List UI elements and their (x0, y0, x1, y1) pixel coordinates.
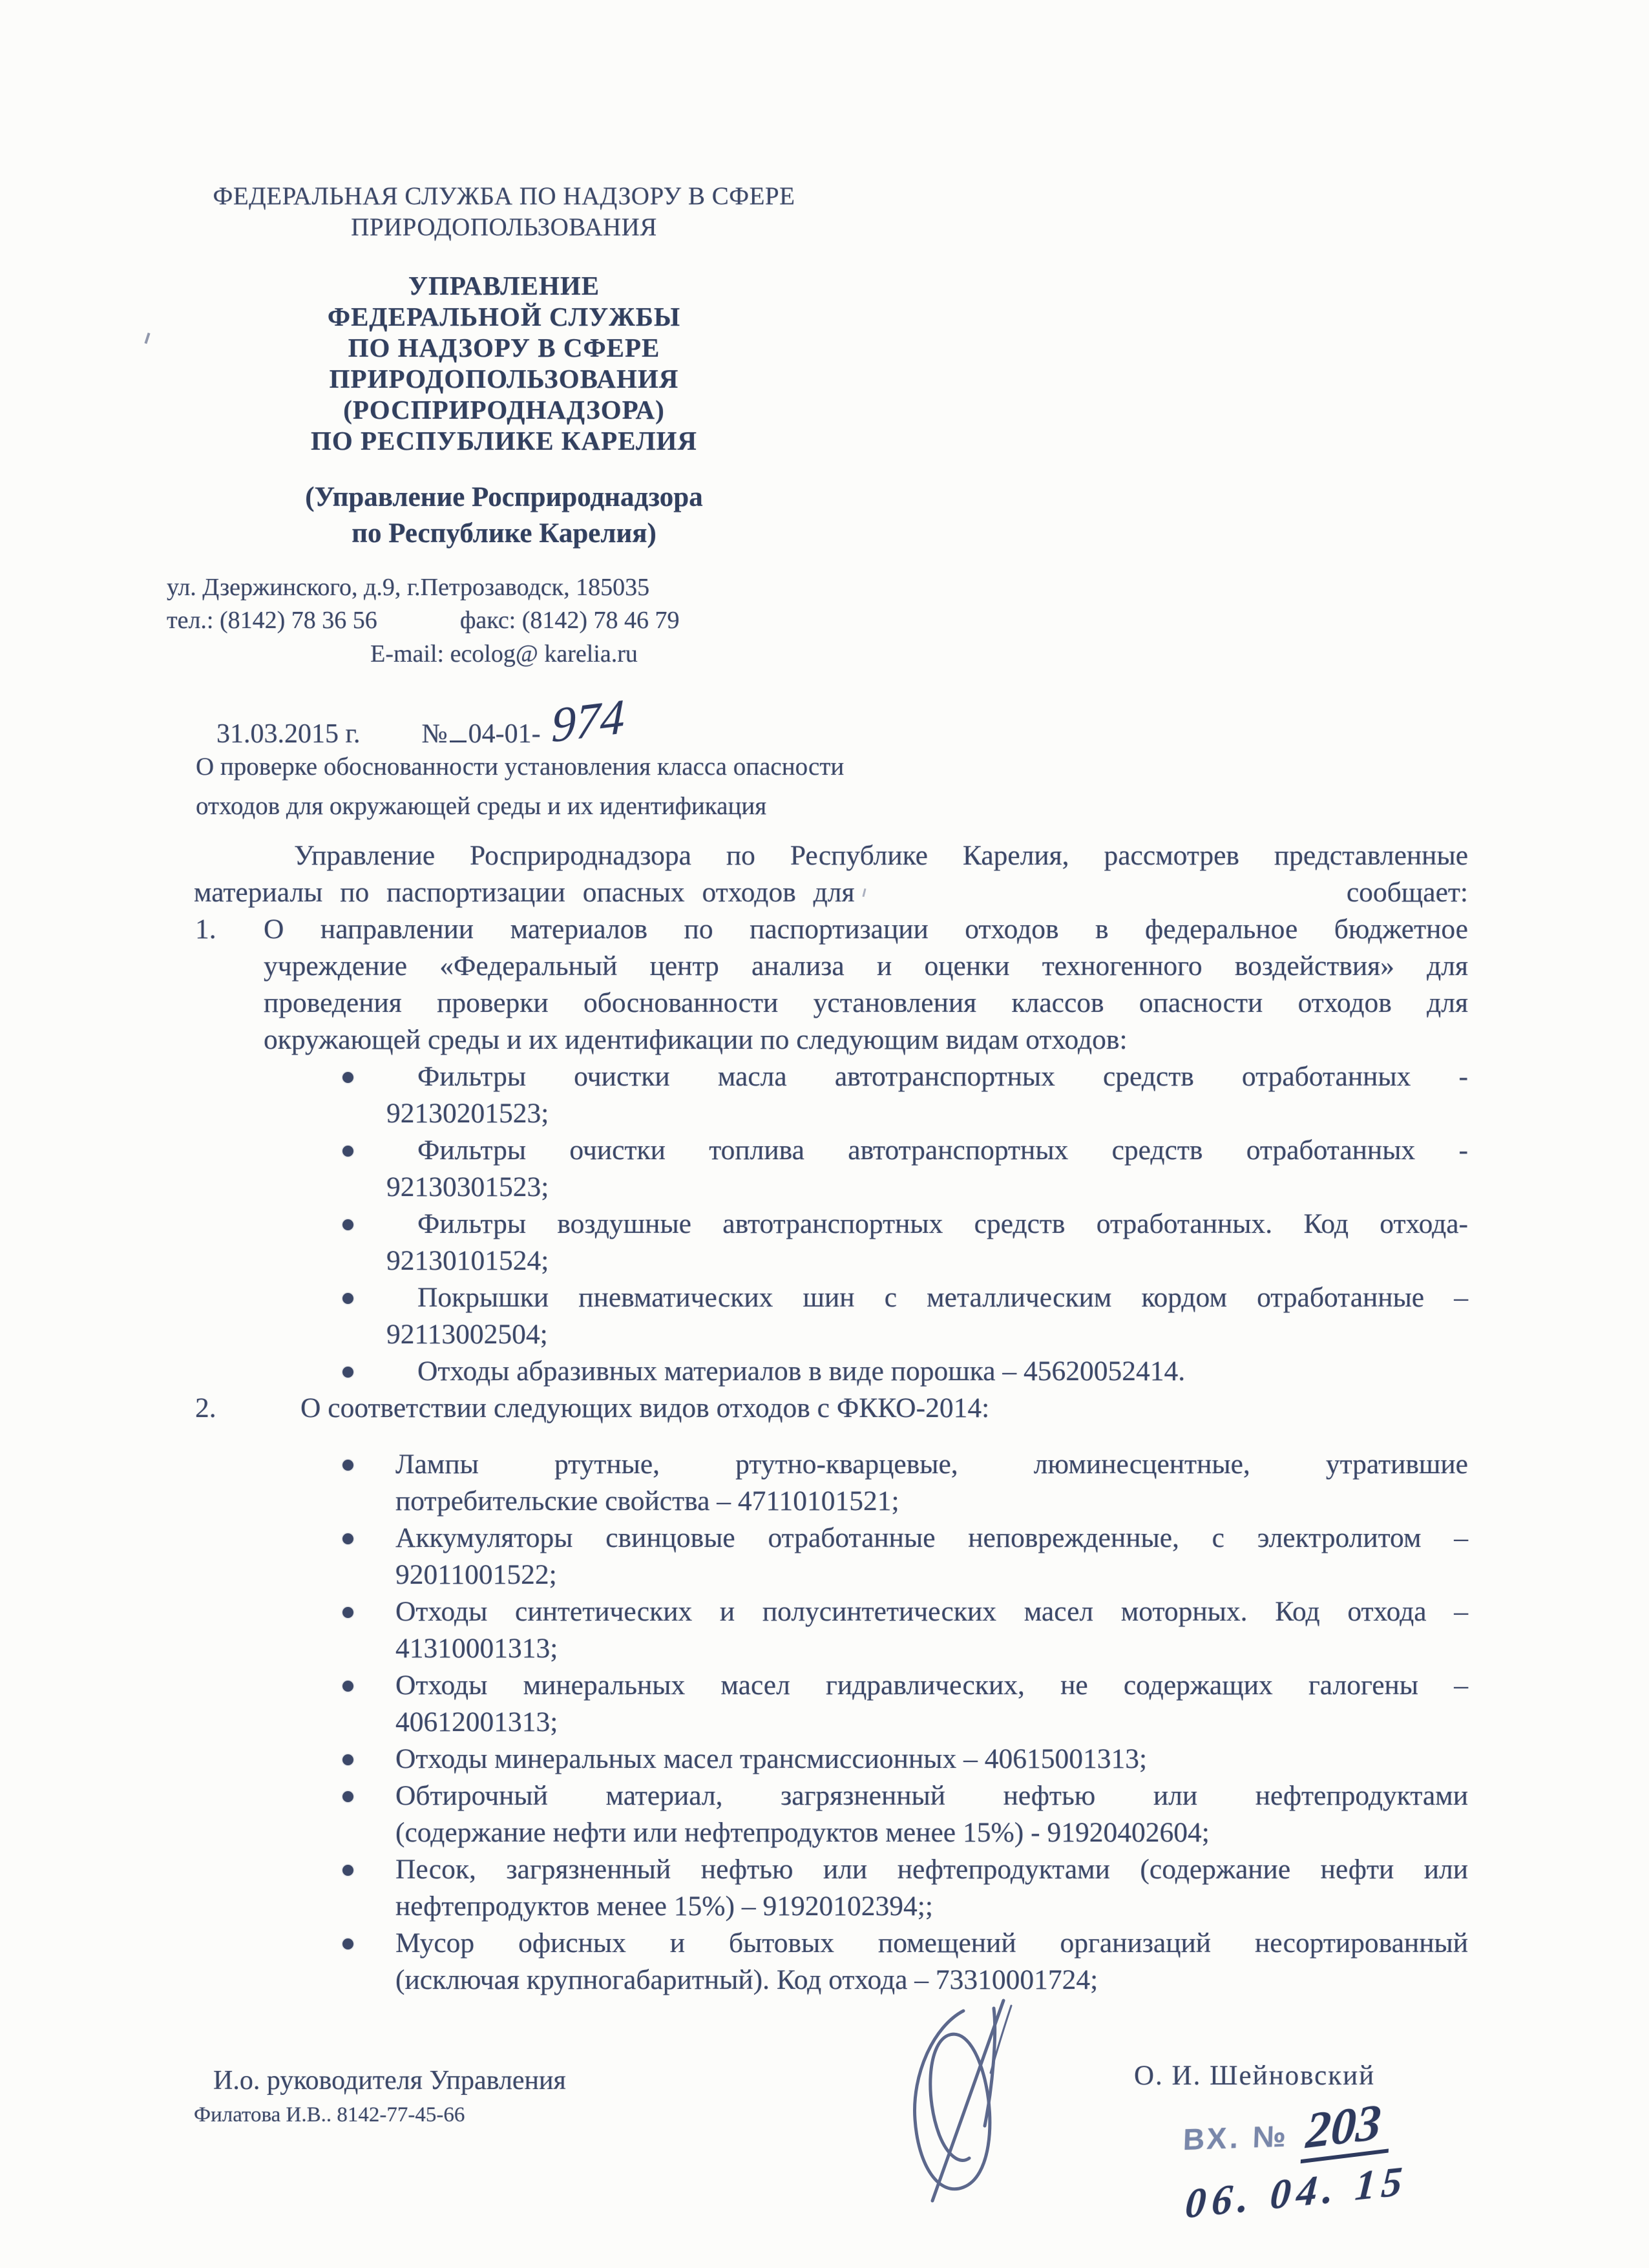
department-name-block (160, 270, 848, 456)
list-item-continuation: (содержание нефти или нефтепродуктов менее 15%) - 91920402604; (395, 1817, 1210, 1848)
email-address: E-mail: ecolog@ karelia.ru (370, 640, 638, 667)
list-item (194, 1058, 1468, 1095)
waste-code: 40612001313; (395, 1706, 558, 1738)
incoming-registration-stamp (1182, 2092, 1410, 2227)
item-1-line: проведения проверки обоснованности установления классов опасности отходов для (264, 987, 1468, 1018)
list-item-text: Отходы синтетических и полусинтетических масел моторных. Код отхода – (395, 1596, 1468, 1627)
number-sign: № (421, 719, 448, 749)
item-1-bullet-list (194, 1058, 1468, 1390)
subject-line: О проверке обоснованности установления класса опасности (196, 753, 845, 781)
handwritten-signature (837, 1995, 1031, 2212)
waste-code: 92130301523; (386, 1171, 549, 1202)
signer-name: О. И. Шейновский (1134, 2061, 1376, 2091)
list-item-text: Фильтры очистки масла автотранспортных средств отработанных - (417, 1061, 1468, 1092)
item-2-bullet-list (194, 1446, 1468, 1999)
handwritten-incoming-date: 06. 04. 15 (1184, 2157, 1410, 2227)
bullet-icon (342, 1865, 353, 1876)
bullet-icon (342, 1460, 353, 1471)
intro-line: Управление Росприроднадзора по Республике Карелия, рассмотрев представленные (294, 840, 1468, 871)
stamp-label: ВХ. № (1182, 2119, 1290, 2157)
list-item-text: Аккумуляторы свинцовые отработанные неповрежденные, с электролитом – (395, 1522, 1468, 1553)
waste-code: 92113002504; (386, 1319, 548, 1350)
phone-fax-row (160, 604, 848, 637)
bullet-icon (342, 1367, 353, 1378)
bullet-icon (342, 1146, 353, 1157)
item-2-number: 2. (195, 1392, 216, 1423)
department-line: ПО НАДЗОРУ В СФЕРЕ (348, 333, 660, 362)
signer-position: И.о. руководителя Управления (213, 2066, 566, 2095)
reference-row (216, 689, 625, 753)
list-item (194, 1925, 1468, 1962)
number-prefix: 04-01- (468, 719, 541, 749)
intro-line (194, 874, 1468, 911)
waste-code: 92130101524; (386, 1245, 549, 1276)
letterhead (160, 181, 848, 671)
signature-scribble (837, 1995, 1031, 2209)
fax-number: факс: (8142) 78 46 79 (459, 607, 680, 634)
letter-date: 31.03.2015 г. (216, 719, 361, 749)
bullet-icon (342, 1681, 353, 1692)
list-item-continuation: нефтепродуктов менее 15%) – 91920102394;; (395, 1891, 933, 1922)
bullet-icon (342, 1219, 353, 1230)
phone-number: тел.: (8142) 78 36 56 (167, 607, 377, 634)
list-item-text: Песок, загрязненный нефтью или нефтепродуктами (содержание нефти или (395, 1854, 1468, 1885)
list-item-text: Покрышки пневматических шин с металлическим кордом отработанные – (417, 1282, 1468, 1313)
subject-block (196, 747, 844, 826)
list-item-text: Отходы минеральных масел трансмиссионных – 40615001313; (395, 1743, 1148, 1774)
handwritten-incoming-number: 203 (1301, 2097, 1391, 2163)
list-item-text: Отходы минеральных масел гидравлических, не содержащих галогены – (395, 1670, 1468, 1701)
item-1-line: окружающей среды и их идентификации по следующим видам отходов: (264, 1024, 1128, 1055)
list-item (194, 1520, 1468, 1557)
intro-line-left: материалы по паспортизации опасных отходов для (194, 877, 855, 908)
waste-code: 92011001522; (395, 1559, 557, 1590)
short-name-line: по Республике Карелия) (352, 518, 656, 549)
department-line: ПО РЕСПУБЛИКЕ КАРЕЛИЯ (310, 426, 698, 456)
item-1-line: учреждение «Федеральный центр анализа и оценки техногенного воздействия» для (264, 950, 1468, 982)
list-item (194, 1667, 1468, 1704)
list-item-text: Фильтры воздушные автотранспортных средств отработанных. Код отхода- (417, 1208, 1468, 1239)
short-name-line: (Управление Росприроднадзора (305, 482, 703, 512)
list-item (194, 1446, 1468, 1483)
item-1-line: О направлении материалов по паспортизации отходов в федеральное бюджетное (264, 914, 1468, 945)
list-item (194, 1778, 1468, 1814)
subject-line: отходов для окружающей среды и их идентификация (196, 792, 767, 820)
item-1-paragraph (194, 911, 1468, 1058)
underscore-blank (450, 719, 467, 742)
waste-code: 41310001313; (395, 1633, 558, 1664)
list-item (194, 1206, 1468, 1243)
list-item-text: Фильтры очистки топлива автотранспортных средств отработанных - (417, 1135, 1468, 1166)
bullet-icon (342, 1938, 353, 1949)
item-1-number: 1. (195, 914, 216, 945)
item-2-heading-row (194, 1390, 1468, 1427)
list-item (194, 1132, 1468, 1169)
executor-contact: Филатова И.В.. 8142-77-45-66 (194, 2103, 465, 2126)
scan-artifact-mark (144, 333, 150, 344)
scan-artifact-mark (863, 888, 867, 897)
letter-body (194, 837, 1468, 1999)
service-name-line: ФЕДЕРАЛЬНАЯ СЛУЖБА ПО НАДЗОРУ В СФЕРЕ (213, 182, 795, 210)
postal-address: ул. Дзержинского, д.9, г.Петрозаводск, 185035 (167, 574, 650, 601)
bullet-icon (342, 1533, 353, 1544)
stamp-number-row (1182, 2092, 1407, 2163)
list-item-continuation: потребительские свойства – 47110101521; (395, 1486, 899, 1517)
handwritten-outgoing-number: 974 (551, 689, 625, 753)
outgoing-number (421, 689, 625, 753)
list-item (194, 1741, 1468, 1778)
list-item (194, 1593, 1468, 1630)
intro-line-right: сообщает: (1346, 877, 1468, 908)
department-line: ПРИРОДОПОЛЬЗОВАНИЯ (329, 364, 679, 394)
bullet-icon (342, 1072, 353, 1083)
item-2-heading: О соответствии следующих видов отходов с ФККО-2014: (300, 1392, 990, 1423)
list-item-text: Обтирочный материал, загрязненный нефтью или нефтепродуктами (395, 1780, 1468, 1811)
short-name-block (160, 479, 848, 552)
list-item (194, 1279, 1468, 1316)
list-item-text: Отходы абразивных материалов в виде порошка – 45620052414. (417, 1356, 1186, 1387)
department-line: ФЕДЕРАЛЬНОЙ СЛУЖБЫ (327, 302, 681, 331)
bullet-icon (342, 1293, 353, 1304)
bullet-icon (342, 1791, 353, 1802)
list-item (194, 1851, 1468, 1888)
list-item-text: Лампы ртутные, ртутно-кварцевые, люминесцентные, утратившие (395, 1449, 1468, 1480)
list-item-text: Мусор офисных и бытовых помещений организаций несортированный (395, 1927, 1468, 1958)
bullet-icon (342, 1754, 353, 1765)
department-line: (РОСПРИРОДНАДЗОРА) (343, 395, 665, 425)
list-item (194, 1353, 1468, 1390)
waste-code: 92130201523; (386, 1098, 549, 1129)
list-item-continuation: (исключая крупногабаритный). Код отхода – 73310001724; (395, 1964, 1098, 1995)
service-name-line: ПРИРОДОПОЛЬЗОВАНИЯ (351, 213, 657, 241)
department-line: УПРАВЛЕНИЕ (408, 271, 600, 300)
bullet-icon (342, 1607, 353, 1618)
